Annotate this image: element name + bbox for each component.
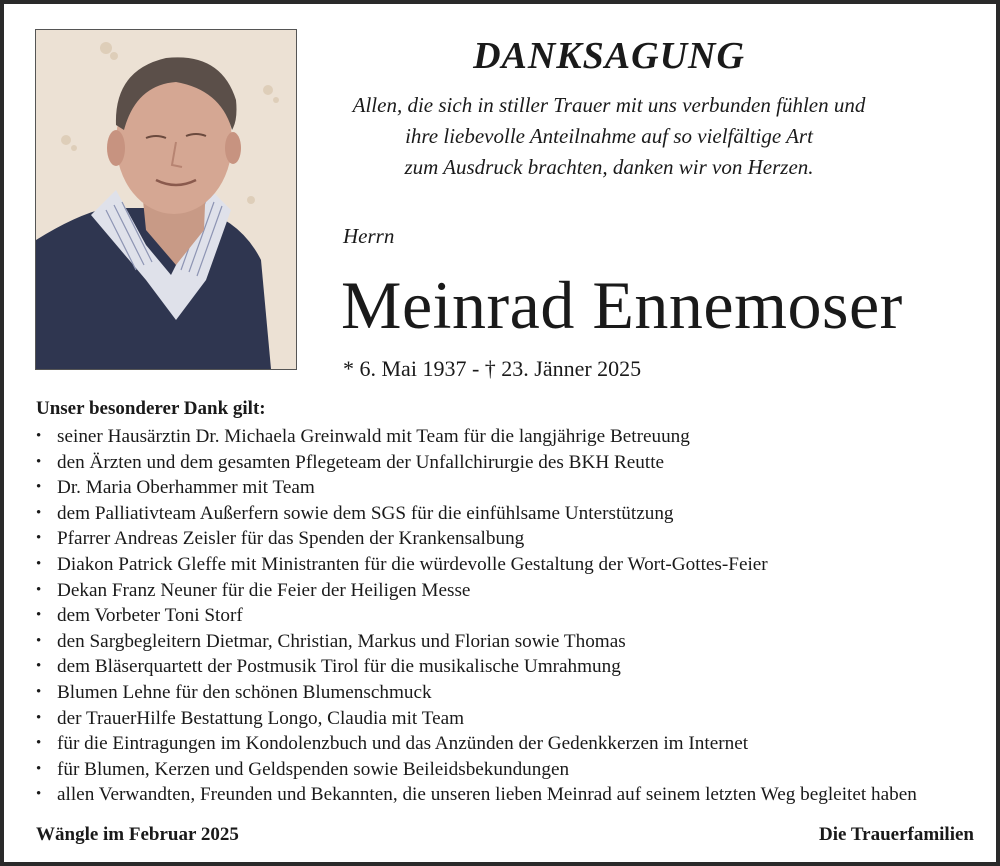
- bullet-icon: •: [36, 428, 42, 444]
- thanks-item-text: Dekan Franz Neuner für die Feier der Heiligen Messe: [57, 579, 471, 601]
- bullet-icon: •: [36, 760, 42, 777]
- thanks-item-text: den Sargbegleitern Dietmar, Christian, Markus und Florian sowie Thomas: [57, 630, 626, 652]
- intro-text: [334, 90, 884, 183]
- deceased-name: Meinrad Ennemoser: [341, 267, 903, 343]
- thanks-item-text: dem Vorbeter Toni Storf: [57, 605, 243, 627]
- thanks-item-text: Blumen Lehne für den schönen Blumenschmuck: [57, 681, 432, 703]
- portrait-photo: [35, 29, 297, 370]
- bullet-icon: •: [36, 504, 42, 521]
- thanks-item: [36, 578, 917, 604]
- intro-line: Allen, die sich in stiller Trauer mit uns verbunden fühlen und: [352, 93, 866, 117]
- bullet-icon: •: [36, 632, 42, 649]
- signature: Die Trauerfamilien: [819, 824, 974, 845]
- bullet-icon: •: [36, 530, 42, 547]
- thanks-item: [36, 629, 917, 655]
- thanks-item-text: Dr. Maria Oberhammer mit Team: [57, 477, 315, 499]
- bullet-icon: •: [36, 709, 42, 726]
- bullet-icon: •: [36, 658, 42, 675]
- thanks-item-text: allen Verwandten, Freunden und Bekannten, die unseren lieben Meinrad auf seinem letzten Weg begleitet haben: [57, 784, 917, 806]
- thanks-item-text: dem Bläserquartett der Postmusik Tirol für die musikalische Umrahmung: [57, 656, 621, 678]
- bullet-icon: •: [36, 607, 42, 624]
- thanks-item: [36, 501, 917, 527]
- thanks-list: [36, 424, 917, 808]
- thanks-item: [36, 552, 917, 578]
- thanks-item: [36, 475, 917, 501]
- thanks-item: [36, 603, 917, 629]
- bullet-icon: •: [36, 453, 42, 470]
- thanks-item: [36, 654, 917, 680]
- life-dates: * 6. Mai 1937 - † 23. Jänner 2025: [343, 356, 642, 381]
- thanks-item: [36, 680, 917, 706]
- salutation: Herrn: [343, 224, 395, 248]
- thanks-item: [36, 757, 917, 783]
- thanks-item-text: Pfarrer Andreas Zeisler für das Spenden der Krankensalbung: [57, 528, 525, 550]
- thanks-item: [36, 731, 917, 757]
- intro-line: zum Ausdruck brachten, danken wir von Herzen.: [404, 155, 814, 179]
- bullet-icon: •: [36, 735, 42, 752]
- bullet-icon: •: [36, 683, 42, 700]
- thanks-item-text: seiner Hausärztin Dr. Michaela Greinwald mit Team für die langjährige Betreuung: [57, 426, 690, 447]
- thanks-item-text: dem Palliativteam Außerfern sowie dem SGS für die einfühlsame Unterstützung: [57, 502, 674, 524]
- bullet-icon: •: [36, 479, 42, 496]
- thanks-item: [36, 450, 917, 476]
- thanks-item: [36, 782, 917, 808]
- thanks-item: [36, 526, 917, 552]
- place-date: Wängle im Februar 2025: [36, 824, 239, 845]
- thanks-item: [36, 424, 917, 450]
- heading-title: DANKSAGUNG: [473, 35, 745, 77]
- thanks-item-text: den Ärzten und dem gesamten Pflegeteam der Unfallchirurgie des BKH Reutte: [57, 451, 665, 473]
- bullet-icon: •: [36, 555, 42, 572]
- bullet-icon: •: [36, 581, 42, 598]
- bullet-icon: •: [36, 786, 42, 803]
- thanks-item-text: für die Eintragungen im Kondolenzbuch und das Anzünden der Gedenkkerzen im Internet: [57, 733, 749, 755]
- thanks-item-text: für Blumen, Kerzen und Geldspenden sowie Beileidsbekundungen: [57, 758, 570, 780]
- thanks-item: [36, 706, 917, 732]
- thanks-item-text: der TrauerHilfe Bestattung Longo, Claudia mit Team: [57, 707, 465, 729]
- thanks-title: Unser besonderer Dank gilt:: [36, 398, 266, 419]
- intro-line: ihre liebevolle Anteilnahme auf so vielfältige Art: [405, 124, 813, 148]
- thanks-item-text: Diakon Patrick Gleffe mit Ministranten für die würdevolle Gestaltung der Wort-Gottes-Feier: [57, 553, 768, 575]
